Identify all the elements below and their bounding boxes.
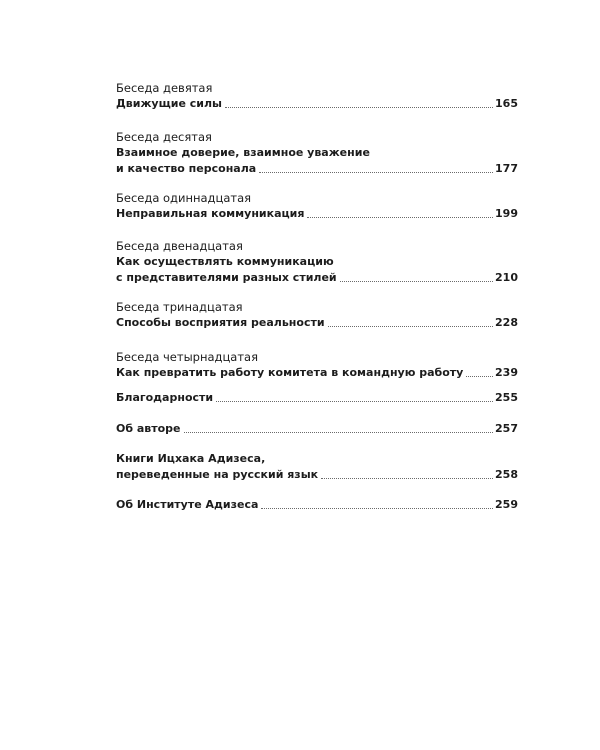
toc-page-number: 210 — [495, 271, 518, 284]
dot-leader — [216, 401, 493, 402]
dot-leader — [466, 376, 493, 377]
dot-leader — [328, 326, 493, 327]
toc-entry[interactable] — [116, 451, 518, 483]
toc-title: Как превратить работу комитета в командную работу — [116, 366, 464, 379]
dot-leader — [340, 281, 493, 282]
toc-page-number: 177 — [495, 162, 518, 175]
toc-title: Об авторе — [116, 422, 181, 435]
toc-row — [116, 497, 518, 513]
dot-leader — [307, 217, 493, 218]
toc-title: с представителями разных стилей — [116, 271, 337, 284]
toc-title: Об Институте Адизеса — [116, 498, 259, 511]
toc-row — [116, 96, 518, 112]
toc-row — [116, 390, 518, 406]
dot-leader — [259, 172, 493, 173]
toc-row — [116, 467, 518, 483]
toc-row — [116, 270, 518, 286]
toc-page-number: 199 — [495, 207, 518, 220]
dot-leader — [261, 508, 493, 509]
toc-entry[interactable] — [116, 80, 518, 112]
toc-section-label: Беседа десятая — [116, 130, 212, 144]
table-of-contents — [116, 0, 518, 750]
toc-entry[interactable] — [116, 421, 518, 437]
toc-title: Благодарности — [116, 391, 214, 404]
toc-entry[interactable] — [116, 299, 518, 331]
dot-leader — [225, 107, 493, 108]
toc-section-label: Беседа двенадцатая — [116, 239, 243, 253]
toc-row — [116, 365, 518, 381]
toc-page-number: 239 — [495, 366, 518, 379]
toc-entry[interactable] — [116, 238, 518, 286]
toc-title-line: Взаимное доверие, взаимное уважение — [116, 146, 370, 159]
toc-title: Неправильная коммуникация — [116, 207, 305, 220]
toc-row — [116, 206, 518, 222]
toc-section-label: Беседа четырнадцатая — [116, 350, 259, 364]
toc-page-number: 165 — [495, 97, 518, 110]
toc-title-line: Книги Ицхака Адизеса, — [116, 452, 266, 465]
toc-entry[interactable] — [116, 390, 518, 406]
toc-title: Способы восприятия реальности — [116, 316, 325, 329]
dot-leader — [184, 432, 494, 433]
toc-page-number: 257 — [495, 422, 518, 435]
dot-leader — [321, 478, 493, 479]
toc-section-label: Беседа тринадцатая — [116, 300, 243, 314]
toc-section-label: Беседа одиннадцатая — [116, 191, 252, 205]
toc-title: Движущие силы — [116, 97, 222, 110]
toc-entry[interactable] — [116, 497, 518, 513]
toc-row — [116, 421, 518, 437]
toc-entry[interactable] — [116, 190, 518, 222]
toc-page-number: 255 — [495, 391, 518, 404]
toc-page-number: 258 — [495, 468, 518, 481]
toc-row — [116, 161, 518, 177]
toc-section-label: Беседа девятая — [116, 81, 213, 95]
toc-entry[interactable] — [116, 349, 518, 381]
toc-title: переведенные на русский язык — [116, 468, 319, 481]
toc-row — [116, 315, 518, 331]
toc-title-line: Как осуществлять коммуникацию — [116, 255, 334, 268]
toc-page-number: 259 — [495, 498, 518, 511]
toc-page-number: 228 — [495, 316, 518, 329]
toc-title: и качество персонала — [116, 162, 257, 175]
toc-entry[interactable] — [116, 129, 518, 177]
